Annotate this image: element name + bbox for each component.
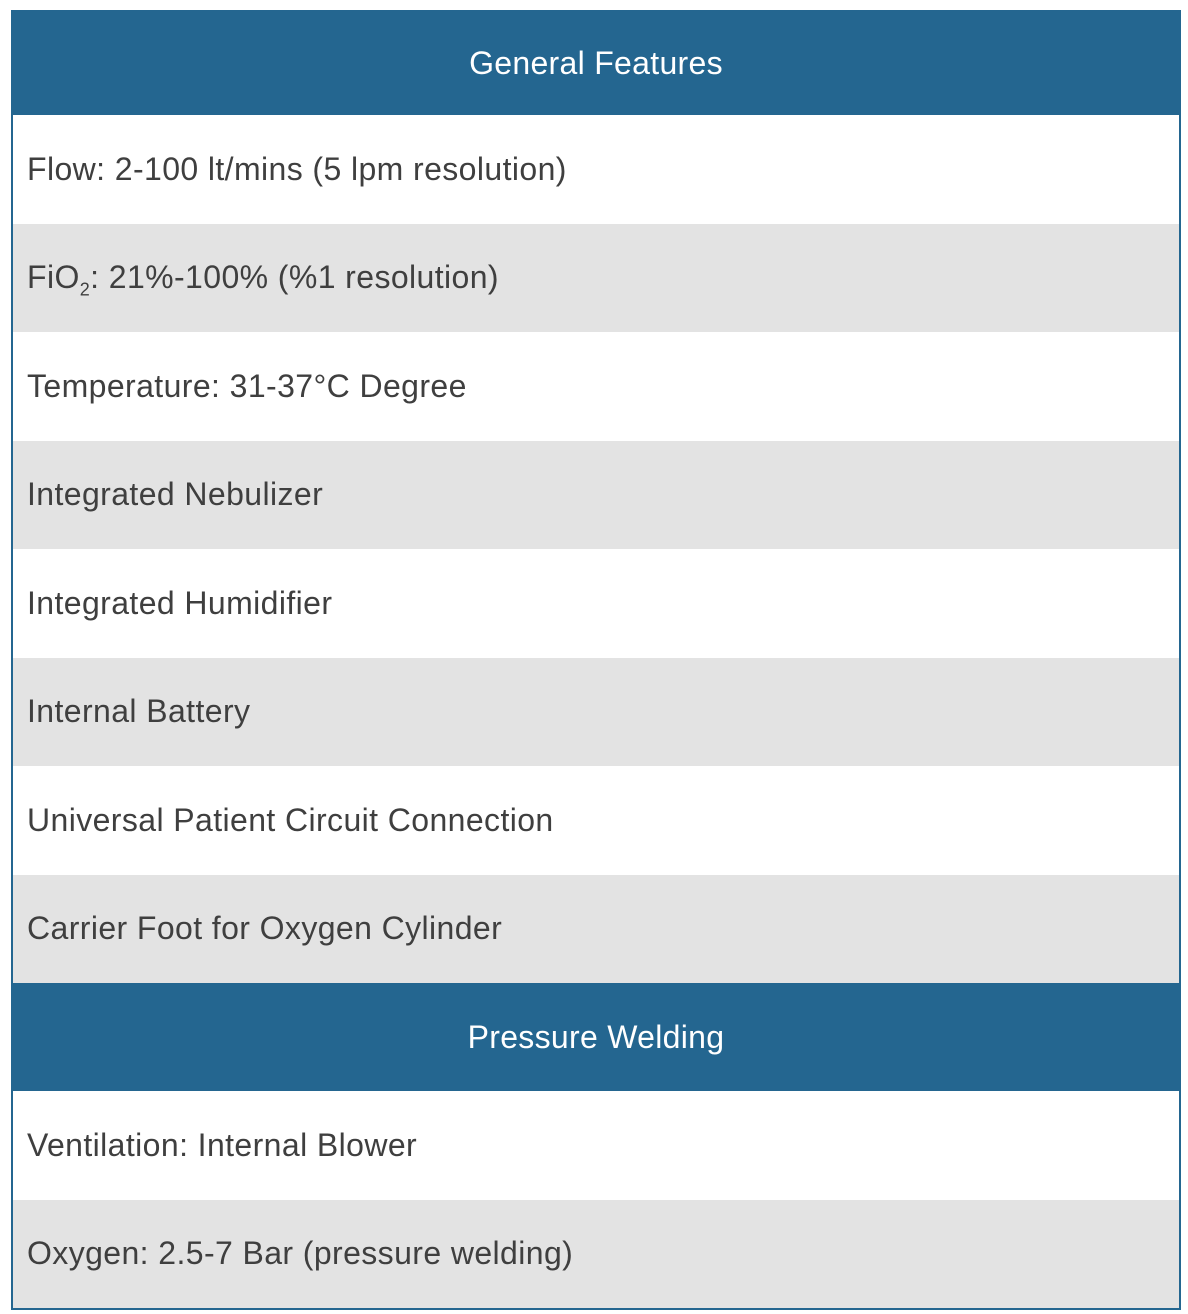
row-text: Flow: 2-100 lt/mins (5 lpm resolution) xyxy=(27,150,567,187)
table-row xyxy=(13,875,1179,984)
table-row xyxy=(13,1091,1179,1200)
table-row xyxy=(13,658,1179,767)
row-text: Universal Patient Circuit Connection xyxy=(27,801,554,838)
table-row xyxy=(13,1200,1179,1309)
row-text: Internal Battery xyxy=(27,693,251,730)
spec-table xyxy=(11,10,1181,1310)
row-text: Integrated Nebulizer xyxy=(27,476,324,513)
row-text: Ventilation: Internal Blower xyxy=(27,1126,418,1163)
row-text-subscript: 2 xyxy=(79,279,91,300)
section-header-general-features xyxy=(13,12,1179,115)
table-row xyxy=(13,441,1179,550)
table-row xyxy=(13,766,1179,875)
table-row xyxy=(13,224,1179,333)
section-title: General Features xyxy=(469,45,723,81)
section-header-pressure-welding xyxy=(13,983,1179,1091)
section-title: Pressure Welding xyxy=(467,1018,725,1055)
row-text: Integrated Humidifier xyxy=(27,584,333,621)
row-text-fio2 xyxy=(27,259,499,300)
table-row xyxy=(13,115,1179,224)
row-text-suffix: : 21%-100% (%1 resolution) xyxy=(90,259,499,296)
row-text: Temperature: 31-37°C Degree xyxy=(27,367,467,404)
table-row xyxy=(13,549,1179,658)
row-text: Oxygen: 2.5-7 Bar (pressure welding) xyxy=(27,1235,574,1272)
row-text: Carrier Foot for Oxygen Cylinder xyxy=(27,910,503,947)
row-text-prefix: FiO xyxy=(27,259,80,296)
table-row xyxy=(13,332,1179,441)
